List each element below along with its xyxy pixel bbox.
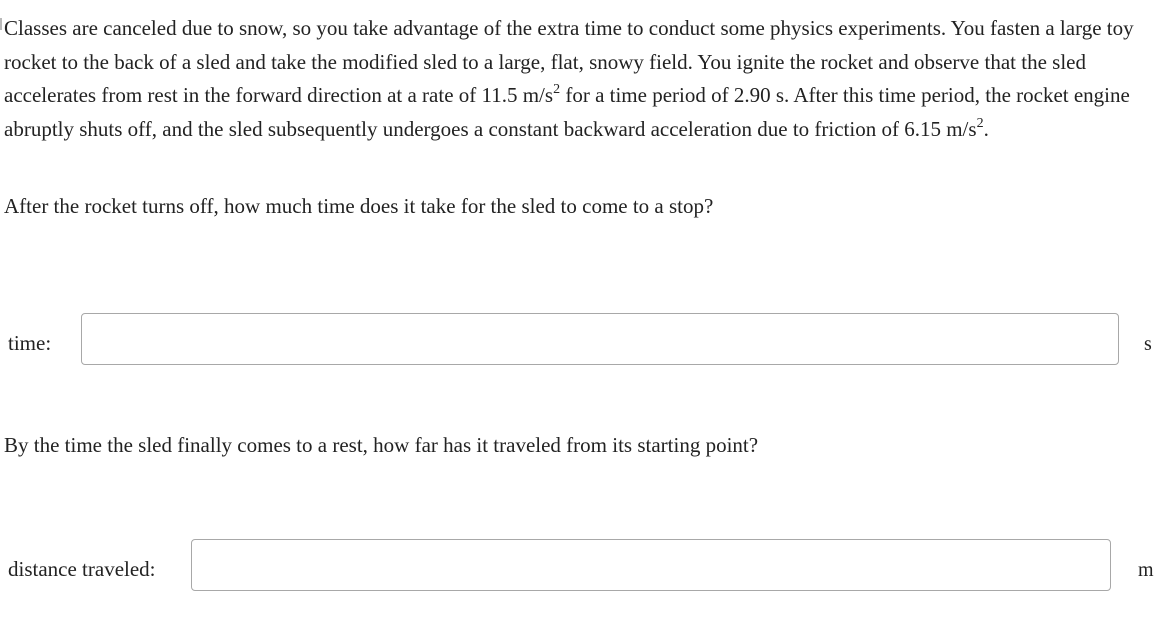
problem-text-part-2: for a time period of 2.90 s. After this time period, the rocket engine abruptly shuts off, and the sled subsequently undergoes a constant backward acceleration due to friction of 6.15 m/s: [4, 83, 1130, 141]
distance-input[interactable]: [191, 539, 1111, 591]
distance-unit: m: [1138, 559, 1154, 581]
time-label: time:: [8, 331, 52, 355]
time-input[interactable]: [81, 313, 1119, 365]
problem-statement: [4, 12, 1154, 146]
problem-text-part-1: Classes are canceled due to snow, so you take advantage of the extra time to conduct some physics experiments. You fasten a large toy rocket to the back of a sled and take the modified sled to a large, flat, snowy field. You ignite the rocket and observe that the sled accelerates from rest in the forward direction at a rate of 11.5 m/s: [4, 16, 1134, 107]
distance-label: distance traveled:: [8, 557, 156, 581]
exponent-squared-1: 2: [553, 82, 561, 97]
time-unit: s: [1144, 333, 1152, 355]
question-1-prompt: After the rocket turns off, how much time does it take for the sled to come to a stop?: [4, 194, 714, 218]
problem-text-part-3: .: [983, 116, 989, 141]
left-margin-marker: [0, 18, 2, 30]
question-2-prompt: By the time the sled finally comes to a rest, how far has it traveled from its starting point?: [4, 433, 759, 457]
exponent-squared-2: 2: [976, 115, 984, 131]
